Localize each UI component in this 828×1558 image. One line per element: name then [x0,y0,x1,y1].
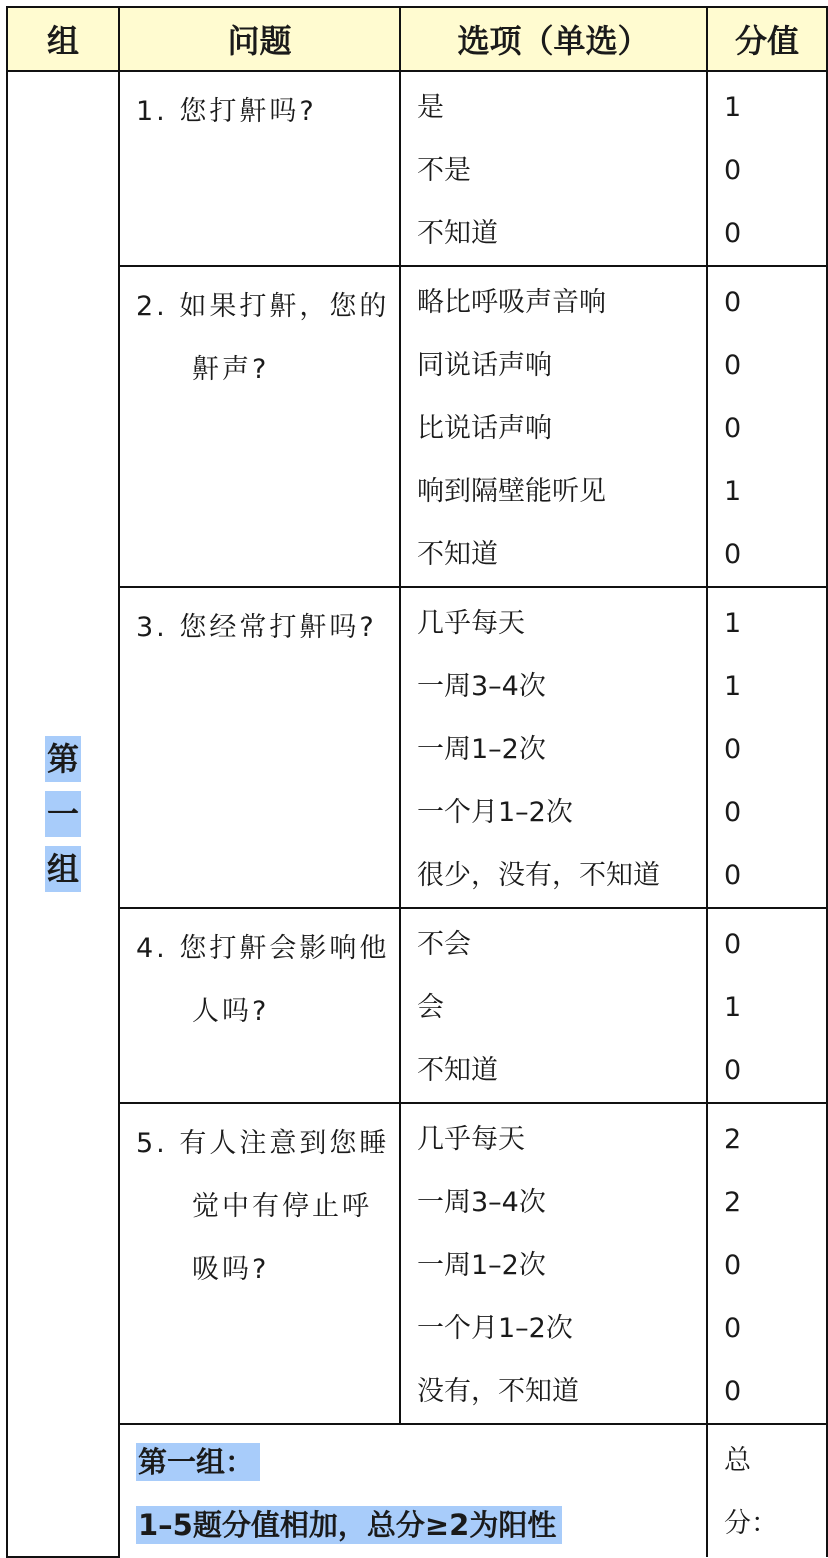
total-score-label: 分： [724,1508,778,1539]
question-cell [119,908,400,1103]
option-label: 是 [417,92,444,123]
header-group: 组 [7,7,119,71]
question-text: 人吗? [192,996,270,1027]
summary-text: 1–5题分值相加，总分≥2为阳性 [136,1506,562,1544]
header-question: 问题 [119,7,400,71]
group-name [45,727,81,901]
score-cell [707,266,827,587]
score-cell [707,908,827,1103]
option-label: 很少，没有，不知道 [417,860,660,891]
question-cell [119,71,400,266]
header-row [7,7,827,71]
option-label: 没有，不知道 [417,1376,579,1407]
option-label: 不知道 [417,1055,498,1086]
option-label: 不知道 [417,539,498,570]
summary-row [7,1424,827,1557]
option-score: 0 [724,287,742,318]
option-score: 0 [724,734,742,765]
question-row [7,71,827,266]
score-cell [707,1103,827,1424]
question-text: 觉中有停止呼 [192,1191,372,1222]
option-label: 会 [417,992,444,1023]
score-cell [707,71,827,266]
option-label: 比说话声响 [417,413,552,444]
question-row [7,266,827,587]
option-score: 0 [724,1250,742,1281]
options-cell [400,908,707,1103]
question-text: 5. 有人注意到您睡 [136,1128,390,1159]
option-label: 几乎每天 [417,608,525,639]
header-score: 分值 [707,7,827,71]
questionnaire-table [6,6,828,1558]
question-cell [119,266,400,587]
question-cell [119,1103,400,1424]
summary-text: 第一组： [136,1443,260,1481]
option-score: 0 [724,155,742,186]
option-label: 不知道 [417,218,498,249]
option-label: 不是 [417,155,471,186]
total-score-label: 总 [724,1445,751,1476]
group-name-char: 组 [45,846,81,892]
option-label: 一周3–4次 [417,1187,546,1218]
option-label: 一周1–2次 [417,734,546,765]
option-score: 1 [724,476,742,507]
options-cell [400,71,707,266]
question-text: 4. 您打鼾会影响他 [136,933,390,964]
group-cell [7,71,119,1557]
question-text: 吸吗? [192,1254,270,1285]
score-cell [707,587,827,908]
summary-cell [119,1424,707,1557]
option-label: 不会 [417,929,471,960]
option-score: 0 [724,929,742,960]
options-cell [400,587,707,908]
option-score: 0 [724,218,742,249]
option-score: 1 [724,671,742,702]
option-score: 1 [724,992,742,1023]
question-text: 2. 如果打鼾，您的 [136,291,390,322]
options-cell [400,266,707,587]
group-name-char: 一 [45,791,81,837]
option-score: 0 [724,539,742,570]
header-options: 选项（单选） [400,7,707,71]
question-cell [119,587,400,908]
question-text: 鼾声? [192,354,270,385]
option-score: 0 [724,1313,742,1344]
question-text: 3. 您经常打鼾吗? [136,612,377,643]
option-score: 1 [724,92,742,123]
option-label: 响到隔壁能听见 [417,476,606,507]
question-row [7,587,827,908]
question-row [7,908,827,1103]
options-cell [400,1103,707,1424]
option-score: 0 [724,1055,742,1086]
option-score: 0 [724,413,742,444]
option-score: 2 [724,1124,742,1155]
option-score: 0 [724,860,742,891]
option-score: 0 [724,1376,742,1407]
option-score: 0 [724,797,742,828]
option-label: 一个月1–2次 [417,1313,573,1344]
total-score-cell [707,1424,827,1557]
question-text: 1. 您打鼾吗? [136,96,317,127]
option-score: 0 [724,350,742,381]
option-score: 1 [724,608,742,639]
option-score: 2 [724,1187,742,1218]
option-label: 一周3–4次 [417,671,546,702]
option-label: 一周1–2次 [417,1250,546,1281]
option-label: 几乎每天 [417,1124,525,1155]
question-row [7,1103,827,1424]
option-label: 同说话声响 [417,350,552,381]
option-label: 略比呼吸声音响 [417,287,606,318]
group-name-char: 第 [45,736,81,782]
option-label: 一个月1–2次 [417,797,573,828]
